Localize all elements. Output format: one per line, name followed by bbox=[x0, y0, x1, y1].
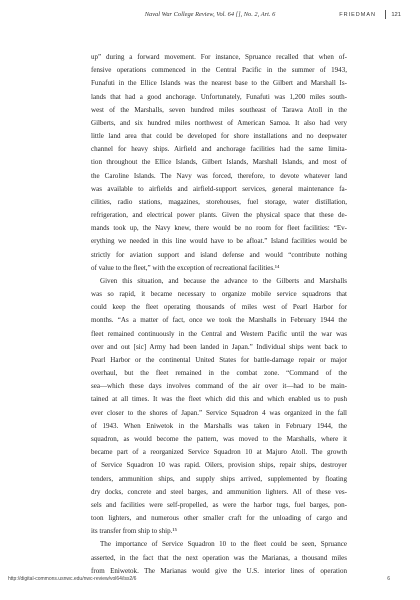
header-author: FRIEDMAN bbox=[339, 12, 376, 18]
footer-url[interactable]: http://digital-commons.usnwc.edu/nwc-review/vol64/iss2/6 bbox=[8, 576, 137, 582]
text-line: toon lighters, and numerous other smaller craft for the unloading of cargo and bbox=[91, 514, 347, 523]
text-line: refrigeration, and electrical power plants. Given the physical space that these de- bbox=[91, 211, 347, 220]
text-line: tion throughout the Ellice Islands, Gilbert Islands, Marshall Islands, and most of bbox=[91, 158, 347, 167]
text-line: over and out [sic] Army had been landed in Japan.” Individual ships went back to bbox=[91, 342, 347, 351]
text-line: erything we needed in this line would have to be afloat.” Island facilities would be bbox=[91, 237, 347, 246]
footer-page-number: 6 bbox=[387, 576, 390, 582]
text-line: cilities, radio stations, magazines, storehouses, fuel storage, water distillation, bbox=[91, 197, 347, 206]
text-line: months. “As a matter of fact, once we took the Marshalls in February 1944 the bbox=[91, 316, 347, 325]
text-line: Gilberts, and six hundred miles northwest of American Samoa. It also had very bbox=[91, 118, 347, 127]
text-line: west of the Marshalls, seven hundred miles southeast of Tarawa Atoll in the bbox=[91, 105, 347, 114]
text-line: its transfer from ship to ship.¹⁵ bbox=[91, 527, 177, 536]
text-line: Pearl Harbor or the continental United States for battle-damage repair or major bbox=[91, 355, 347, 364]
text-line: of value to the fleet,” with the exception of recreational facilities.¹⁴ bbox=[91, 263, 280, 272]
text-line: overhaul, but the fleet remained in the combat zone. “Command of the bbox=[91, 369, 347, 378]
body-text bbox=[91, 51, 347, 578]
text-line: could keep the fleet operating thousands of miles west of Pearl Harbor for bbox=[91, 303, 347, 312]
text-line: dry docks, concrete and steel barges, and ammunition lighters. All of these ves- bbox=[91, 487, 347, 496]
text-line: little land area that could be developed for shore installations and no deepwater bbox=[91, 132, 347, 141]
text-line: became part of a reorganized Service Squadron 10 at Majuro Atoll. The growth bbox=[91, 448, 347, 457]
page-footer bbox=[0, 574, 420, 584]
text-line: was so rapid, it became necessary to organize mobile service squadrons that bbox=[91, 290, 347, 299]
text-line: mands took up, the Navy knew, there would be no room for fleet facilities: “Ev- bbox=[91, 224, 347, 233]
text-line: up” during a forward movement. For instance, Spruance recalled that when of- bbox=[91, 53, 347, 61]
text-line: from Eniwetok. The Marianas would give the U.S. interior lines of operation bbox=[91, 566, 347, 575]
text-line: sea—which these days involves command of the air over it—had to be main- bbox=[91, 382, 347, 391]
text-line: was available to airfields and airfield-support services, general maintenance fa- bbox=[91, 184, 347, 193]
journal-citation: Naval War College Review, Vol. 64 [], No. 2, Art. 6 bbox=[144, 11, 276, 18]
text-line: strictly for aviation support and island defense and would “contribute nothing bbox=[91, 250, 347, 259]
text-line: channel for heavy ships. Airfield and anchorage facilities had the same limita- bbox=[91, 145, 347, 154]
text-line: the Caroline Islands. The Navy was forced, therefore, to devote whatever land bbox=[91, 171, 347, 180]
text-line: lands that had a good anchorage. Unfortunately, Funafuti was 1,200 miles south- bbox=[91, 92, 347, 101]
text-line: fensive operations commenced in the Central Pacific in the summer of 1943, bbox=[91, 66, 347, 75]
text-line: squadron, as would become the pattern, was moved to the Marshalls, where it bbox=[91, 434, 347, 443]
text-line: ever closer to the shores of Japan.” Service Squadron 4 was organized in the fall bbox=[91, 408, 347, 417]
text-line: tenders, ammunition ships, and supply ships arrived, supplemented by floating bbox=[91, 474, 347, 483]
text-line: Given this situation, and because the advance to the Gilberts and Marshalls bbox=[100, 276, 347, 285]
text-line: Funafuti in the Ellice Islands was the nearest base to the Gilbert and Marshall Is- bbox=[91, 79, 347, 88]
text-line: fleet remained continuously in the Central and Western Pacific until the war was bbox=[91, 329, 347, 338]
text-line: asserted, in the fact that the next operation was the Marianas, a thousand miles bbox=[91, 553, 347, 562]
header-page-number: 121 bbox=[391, 12, 401, 18]
header-divider bbox=[385, 10, 386, 19]
text-line: of Service Squadron 10 was rapid. Oilers, provision ships, repair ships, destroyer bbox=[91, 461, 347, 470]
text-line: tained at all times. It was the fleet which did this and which enabled us to push bbox=[91, 395, 347, 404]
text-line: The importance of Service Squadron 10 to the fleet could be seen, Spruance bbox=[100, 540, 347, 549]
text-line: of 1943. When Eniwetok in the Marshalls was taken in February 1944, the bbox=[91, 421, 347, 430]
text-line: sels and facilities were self-propelled, as were the harbor tugs, fuel barges, pon- bbox=[91, 500, 347, 509]
running-header bbox=[0, 9, 420, 21]
